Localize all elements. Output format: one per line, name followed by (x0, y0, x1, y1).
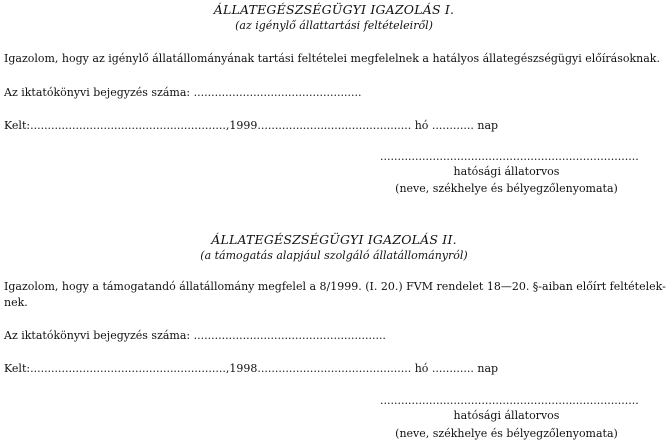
certificate-2-subtitle: (a támogatás alapjául szolgáló állatállományról) (200, 249, 468, 262)
certificate-2-signature-line: .......................................................................... (380, 394, 639, 407)
certificate-1-subtitle: (az igénylő állattartási feltételeiről) (235, 19, 433, 32)
certificate-2-registry-number: Az iktatókönyvi bejegyzés száma: ....................................................... (4, 329, 386, 342)
certificate-1-registry-number: Az iktatókönyvi bejegyzés száma: ................................................ (4, 86, 362, 99)
certificate-1-signature-role: hatósági állatorvos (453, 165, 560, 178)
certificate-1-statement: Igazolom, hogy az igénylő állatállományának tartási feltételei megfelelnek a hatályos állategészségügyi előírásoknak. (4, 52, 660, 65)
certificate-2-signature-note: (neve, székhelye és bélyegzőlenyomata) (395, 427, 618, 440)
certificate-2-title: ÁLLATEGÉSZSÉGÜGYI IGAZOLÁS II. (211, 232, 457, 247)
certificate-2-signature-role: hatósági állatorvos (453, 409, 560, 422)
certificate-2-statement-line-2: nek. (4, 296, 28, 309)
certificate-2-date-line: Kelt:........................................................,1998............................................ hó ............ nap (4, 362, 499, 375)
certificate-1-signature-note: (neve, székhelye és bélyegzőlenyomata) (395, 182, 618, 195)
certificate-1-date-line: Kelt:........................................................,1999............................................ hó ............ nap (4, 119, 499, 132)
certificate-1-signature-line: .......................................................................... (380, 150, 639, 163)
certificate-2-statement-line-1: Igazolom, hogy a támogatandó állatállomány megfelel a 8/1999. (I. 20.) FVM rendelet 18—20. §-aiban előírt feltételek- (4, 280, 666, 293)
certificate-1-title: ÁLLATEGÉSZSÉGÜGYI IGAZOLÁS I. (213, 2, 455, 17)
